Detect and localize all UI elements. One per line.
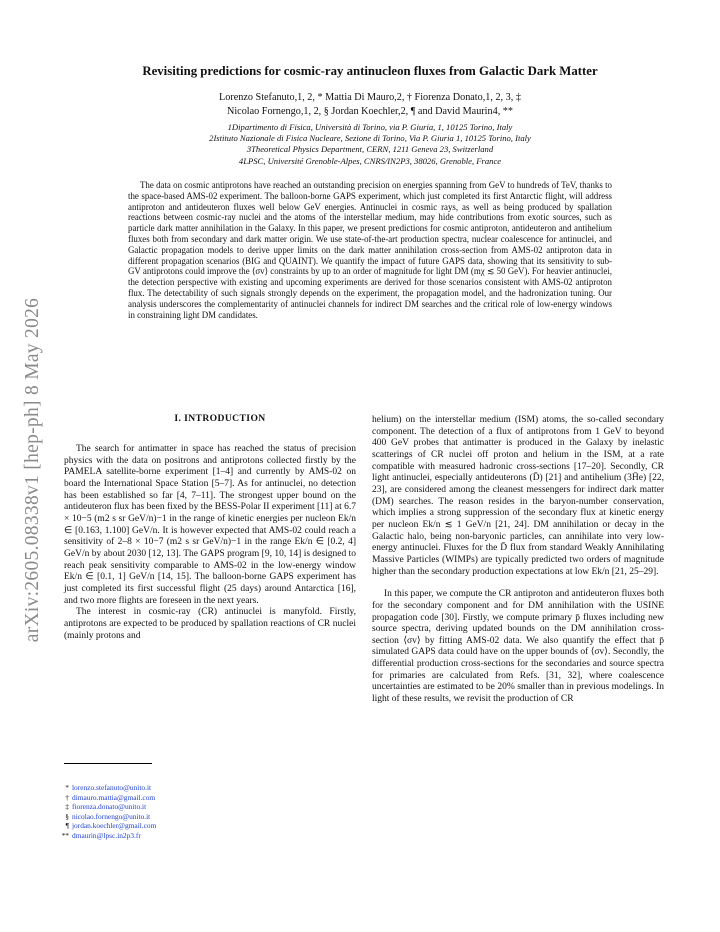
affiliation-list	[60, 122, 680, 167]
footnote	[60, 802, 320, 812]
body-column-left	[64, 444, 356, 642]
email-link[interactable]: lorenzo.stefanuto@unito.it	[72, 783, 152, 792]
paper-title: Revisiting predictions for cosmic-ray antinucleon fluxes from Galactic Dark Matter	[142, 64, 598, 78]
footnote	[60, 812, 320, 822]
footnote	[60, 821, 320, 831]
footnote-list	[60, 783, 320, 841]
footnote	[60, 793, 320, 803]
paragraph: The search for antimatter in space has reached the status of precision physics with the data on positrons and antiprotons collected firstly by the PAMELA satellite-borne experiment [1–4] and currently by AMS-02 on board the International Space Station [5–7]. As for antinuclei, no detection has been established so far [4, 7–11]. The strongest upper bound on the antideuteron flux has been fixed by the BESS-Polar II experiment [11] at 6.7 × 10−5 (m2 s sr GeV/n)−1 in the range of kinetic energies per nucleon Ek/n ∈ [0.163, 1.100] GeV/n. It is however expected that AMS-02 could reach a sensitivity of 2–8 × 10−7 (m2 s sr GeV/n)−1 in the range Ek/n ∈ [0.2, 4] GeV/n by about 2030 [12, 13]. The GAPS program [9, 10, 14] is designed to reach peak sensitivity comparable to AMS-02 in the low-energy window Ek/n ∈ [0.1, 1] GeV/n [14, 15]. The balloon-borne GAPS experiment has just completed its first successful flight (25 days) around Antarctica [16], and two more flights are foreseen in the next years.	[64, 444, 356, 606]
email-link[interactable]: fiorenza.donato@unito.it	[72, 802, 147, 812]
footnote-mark: *	[65, 783, 69, 792]
paragraph: The interest in cosmic-ray (CR) antinuclei is manyfold. Firstly, antiprotons are expected to be produced by spallation reactions of CR nuclei (mainly protons and	[64, 607, 356, 641]
email-link[interactable]: jordan.koechler@gmail.com	[72, 821, 157, 831]
author-line: Lorenzo Stefanuto,1, 2, * Mattia Di Mauro,2, † Fiorenza Donato,1, 2, 3, ‡	[219, 92, 521, 103]
author-list	[60, 91, 680, 118]
footnote-mark: ‡	[65, 802, 69, 812]
footnote-mark: **	[61, 830, 69, 840]
affiliation: 1Dipartimento di Fisica, Università di Torino, via P. Giuria, 1, 10125 Torino, Italy	[227, 122, 513, 132]
author-line: Nicolao Fornengo,1, 2, § Jordan Koechler,2, ¶ and David Maurin4, **	[226, 105, 513, 117]
email-link[interactable]: dimauro.mattia@gmail.com	[72, 792, 156, 802]
email-link[interactable]: dmaurin@lpsc.in2p3.fr	[72, 830, 141, 840]
footnote	[60, 831, 320, 841]
footnote-mark: ¶	[65, 821, 69, 831]
paragraph: In this paper, we compute the CR antiproton and antideuteron fluxes both for the secondary component and for DM annihilation with the USINE propagation code [30]. Firstly, we compute primary p̄ fluxes including new source spectra, deriving updated bounds on the DM annihilation cross-section ⟨σv⟩ by fitting AMS-02 data. We also quantify the effect that p̄ simulated GAPS data could have on the upper bounds of ⟨σv⟩. Secondly, the differential production cross-sections for the secondaries and source spectra for primaries are calculated from Refs. [31, 32], where coalescence uncertainties are estimated to be 20% smaller than in previous modelings. In light of these results, we revisit the production of CR	[372, 589, 664, 705]
affiliation: 3Theoretical Physics Department, CERN, 1211 Geneva 23, Switzerland	[246, 144, 494, 155]
footnote-mark: §	[65, 811, 69, 821]
footnote-divider	[64, 763, 152, 764]
section-heading: I. INTRODUCTION	[174, 413, 266, 424]
footnote-mark: †	[65, 792, 69, 802]
affiliation: 2Istituto Nazionale di Fisica Nucleare, Sezione di Torino, Via P. Giuria 1, 10125 Torino, Italy	[209, 133, 531, 144]
affiliation: 4LPSC, Université Grenoble-Alpes, CNRS/IN2P3, 38026, Grenoble, France	[238, 155, 502, 166]
arxiv-identifier-sidebar	[22, 275, 44, 665]
body-column-right	[372, 415, 664, 706]
abstract: The data on cosmic antiprotons have reached an outstanding precision on energies spanning from GeV to hundreds of TeV, thanks to the space-based AMS-02 experiment. The balloon-borne GAPS experiment, which just completed its first Antarctic flight, will address antiproton and antideuteron fluxes well below GeV energies. Antinuclei in cosmic rays, as well as being produced by spallation reactions between cosmic-ray nuclei and the atoms of the interstellar medium, may hide contributions from exotic sources, such as particle dark matter annihilation in the Galaxy. In this paper, we present predictions for cosmic antiproton, antideuteron and antihelium fluxes both from secondary and dark matter origin. We use state-of-the-art production spectra, nuclear coalescence for antinuclei, and Galactic propagation models to derive upper limits on the dark matter annihilation cross-section from AMS-02 antiproton data in different propagation scenarios (BIG and QUAINT). We quantify the impact of future GAPS data, showing that its sensitivity to sub-GV antiprotons could improve the ⟨σv⟩ constraints by up to an order of magnitude for light DM (mχ ≲ 50 GeV). For heavier antinuclei, the detection perspective with existing and upcoming experiments are derived for those scenarios consistent with AMS-02 antiproton flux. The detectability of such signals strongly depends on the experiment, the propagation model, and the hadronization tuning. Our analysis underscores the complementarity of antinuclei channels for indirect DM searches and the critical role of low-energy windows in constraining light DM candidates.	[128, 180, 612, 320]
footnote	[60, 783, 320, 793]
email-link[interactable]: nicolao.fornengo@unito.it	[72, 811, 151, 821]
paragraph: helium) on the interstellar medium (ISM) atoms, the so-called secondary component. The detection of a flux of antiprotons from 1 GeV to beyond 400 GeV probes that antimatter is produced in the Galaxy by inelastic scatterings of CR nuclei off proton and helium in the ISM, at a rate compatible with measured hadronic cross-sections [17–20]. Secondly, CR light antinuclei, especially antideuterons (D̄) [21] and antihelium (3H̄e) [22, 23], are considered among the cleanest messengers for indirect dark matter (DM) searches. The reason resides in the baryon-number conservation, which implies a strong suppression of the secondary flux at kinetic energy per nucleon Ek/n ≲ 1 GeV/n [21, 24]. DM annihilation or decay in the Galactic halo, being non-baryonic particles, can annihilate into very low-energy antinuclei. Fluxes for the D̄ flux from standard Weakly Annihilating Massive Particles (WIMPs) are typically predicted two orders of magnitude higher than the secondary production expectations at low Ek/n [21, 25–29].	[372, 415, 664, 577]
arxiv-identifier: arXiv:2605.08338v1 [hep-ph] 8 May 2026	[22, 297, 43, 643]
